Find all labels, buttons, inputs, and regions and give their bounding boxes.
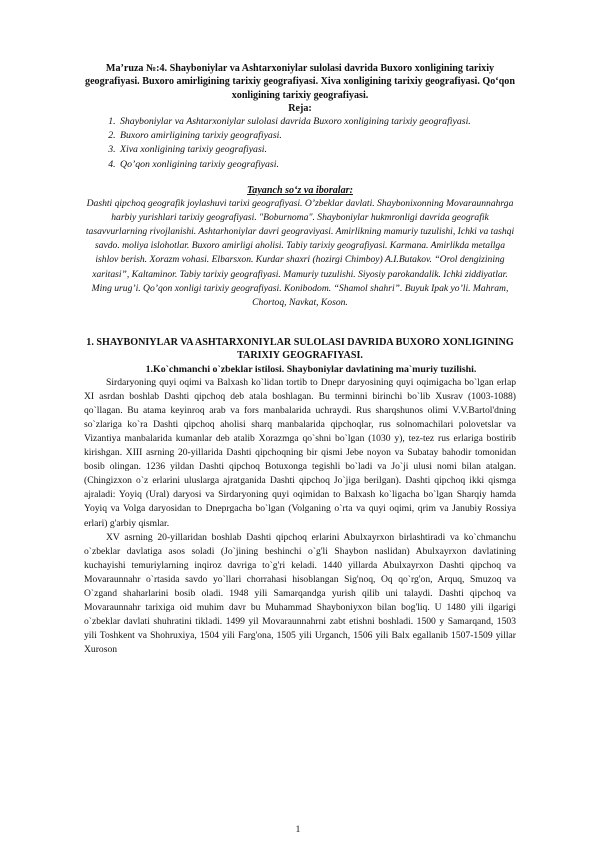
page-content	[84, 62, 516, 658]
plan-item: 3. Xiva xonligining tarixiy geografiyasi.	[118, 143, 516, 157]
plan-item: 2. Buxoro amirligining tarixiy geografiyasi.	[118, 129, 516, 143]
keywords-heading: Tayanch so‘z va iboralar:	[247, 185, 353, 197]
section-subheading: 1.Ko`chmanchi o`zbeklar istilosi. Shayboniylar davlatining ma`muriy tuzilishi.	[145, 363, 477, 375]
plan-item: 1. Shayboniylar va Ashtarxoniylar sulolasi davrida Buxoro xonligining tarixiy geografiyasi.	[118, 115, 516, 129]
plan-item: 4. Qo’qon xonligining tarixiy geografiyasi.	[118, 158, 516, 172]
lecture-title: Ma’ruza №:4. Shayboniylar va Ashtarxoniylar sulolasi davrida Buxoro xonligining tarixiy geografiyasi. Buxoro amirligining tarixiy geografiyasi. Xiva xonligining tarixiy geografiyasi. Qo‘qon xonligining tarixiy geografiyasi.	[85, 63, 515, 101]
plan-heading: Reja:	[288, 102, 312, 114]
keywords-text: Dashti qipchoq geografik joylashuvi tarixi geografiyasi. O’zbeklar davlati. Shaybonixonning Movaraunnahrga harbiy yurishlari tarixiy geografiyasi. "Boburnoma". Shayboniylar hukmronligi davrida geografik tasavvurlarning rivojlanishi. Ashtarhoniylar davri geograviyasi. Amirlikning mamuriy tuzulishi, Ichki va tashqi savdo. moliya islohotlar. Buxoro amirligi aholisi. Tabiy tarixiy geografiyasi. Karmana. Amirlikda metallga ishlov berish. Xorazm vohasi. Elbarsxon. Kurdar shaxri (hozirgi Chimboy) A.I.Butakov. “Orol dengizining xaritasi”, Kaltaminor. Tabiy tarixiy geografiyasi. Mamuriy tuzulishi. Siyosiy parokandalik. Ichki ziddiyatlar. Ming urug’i. Qo’qon xonligi tarixiy geografiyasi. Konibodom. “Shamol shahri”. Buyuk Ipak yo’li. Mahram, Chortoq, Navkat, Koson.	[85, 198, 515, 308]
body-paragraph: XV asrning 20-yillaridan boshlab Dashti qipchoq erlarini Abulxayrxon birlashtiradi va ko`chmanchu o`zbeklar davlatiga asos soladi (Jo`jining beshinchi o`g'li Shaybon naslidan) Abulxayrxon davlatining kuchayishi temuriylarning inqiroz davriga to`g'ri keladi. 1440 yillarda Abulxayrxon Dashti qipchoq va Movaraunnahr o`rtasida savdo yo`llari chorrahasi hisoblangan Sig'noq, Oq qo`rg'on, Arquq, Smuzoq va O`zgand shaharlarini bosib oladi. 1948 yili Samarqandga yurish qilib uni talaydi. Dashti qipchoq va Movaraunnahr tarixiga oid muhim davr bu Muhammad Shayboniyxon bilan bog'liq. U 1480 yili ilgarigi o`zbeklar davlati shuhratini tikladi. 1499 yil Movaraunnahrni zabt etishni boshladi. 1500 y Samarqand, 1503 yili Toshkent va Shohruxiya, 1504 yili Farg'ona, 1505 yili Urganch, 1506 yili Balx egallanib 1507-1509 yillar Xuroson	[84, 531, 516, 656]
body-paragraph: Sirdaryoning quyi oqimi va Balxash ko`lidan tortib to Dnepr daryosining quyi oqimigacha bo`lgan erlap XI asrdan boshlab Dashti qipchoq deb atala boshlagan. Bu terminni birinchi bo`lib Xusrav (1003-1088) qo`llagan. Bu atama keyinroq arab va fors manbalarida uchraydi. Rus sharqshunos olimi V.V.Bartol'dning so`zlariga ko`ra Dashti qipchoq aholisi sharq manbalarida qipchoqlar, rus solnomachilari polovetslar va Vizantiya manbalarida kumanlar deb atalib Xorazmga qo`shni bo`lgan (1030 y), tez-tez rus erlariga bostirib kirishgan. XIII asrning 20-yillarida Dashti qipchoqning bir qismi Jebe noyon va Subatay bahodir tomonidan bosib olingan. 1236 yildan Dashti qipchoq Botuxonga tegishli bo`ladi va Jo`ji ulusi nomi bilan atalgan. (Chingizxon o`z erlarini uluslarga ajratganida Dashti qipchoq Jo`jiga berilgan). Dashti qipchoq ikki qismga ajraladi: Yoyiq (Ural) daryosi va Sirdaryoning quyi oqimidan to Balxash ko`ligacha bo`lgan Sharqiy hamda Yoyiq va Volga daryosidan to Dneprgacha bo`lgan (Volganing o`rta va quyi oqimi, qrim va Janubiy Rossiya erlari) g'arbiy qismlar.	[84, 376, 516, 529]
section-heading: 1. SHAYBONIYLAR VA ASHTARXONIYLAR SULOLASI DAVRIDA BUXORO XONLIGINING TARIXIY GEOGRAFIYASI.	[86, 336, 514, 362]
plan-list	[84, 115, 516, 172]
page-number: 1	[295, 824, 301, 835]
